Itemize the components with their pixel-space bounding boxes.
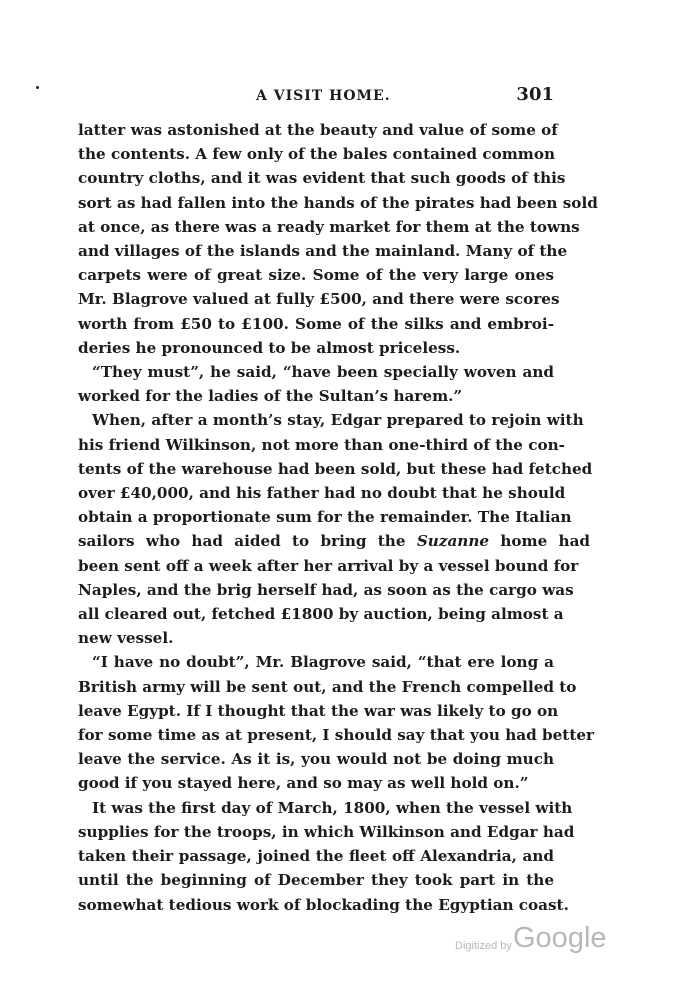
text-line: “They must”, he said, “have been specially woven and	[92, 363, 554, 382]
text-line: country cloths, and it was evident that such goods of this	[78, 169, 566, 188]
text-line: worked for the ladies of the Sultan’s harem.”	[78, 387, 463, 406]
text-line: supplies for the troops, in which Wilkinson and Edgar had	[78, 822, 575, 841]
text-line: carpets were of great size. Some of the very large ones	[78, 266, 554, 285]
google-logo: Google	[513, 922, 607, 954]
text-line: somewhat tedious work of blockading the Egyptian coast.	[78, 895, 569, 914]
text-line: the contents. A few only of the bales contained common	[78, 145, 556, 164]
text-line: deries he pronounced to be almost priceless.	[78, 338, 461, 357]
text-line: new vessel.	[78, 629, 174, 648]
text-line: all cleared out, fetched £1800 by auction, being almost a	[78, 605, 564, 624]
ship-name: Suzanne	[416, 532, 490, 551]
text-line: Naples, and the brig herself had, as soon as the cargo was	[78, 580, 574, 599]
page-header	[78, 84, 554, 112]
text-line: It was the first day of March, 1800, when the vessel with	[92, 798, 573, 817]
text-line: for some time as at present, I should say that you had better	[78, 726, 594, 745]
text-line: taken their passage, joined the fleet off Alexandria, and	[78, 847, 554, 866]
text-line: Mr. Blagrove valued at fully £500, and there were scores	[78, 290, 560, 309]
text-segment: home had	[500, 532, 591, 551]
text-line: “I have no doubt”, Mr. Blagrove said, “that ere long a	[92, 653, 554, 672]
text-line: good if you stayed here, and so may as well hold on.”	[78, 774, 529, 793]
digitized-by-text: Digitized by	[455, 940, 512, 952]
text-line: been sent off a week after her arrival by a vessel bound for	[78, 556, 579, 575]
text-line: until the beginning of December they took part in the	[78, 871, 554, 890]
body-text	[78, 118, 598, 917]
text-line: his friend Wilkinson, not more than one-third of the con-	[78, 435, 565, 454]
text-line: over £40,000, and his father had no doubt that he should	[78, 484, 566, 503]
text-line: tents of the warehouse had been sold, but these had fetched	[78, 459, 593, 478]
text-segment: sailors who had aided to bring the	[78, 532, 406, 551]
page-number: 301	[516, 84, 554, 105]
running-title: A VISIT HOME.	[256, 88, 391, 104]
text-line: sort as had fallen into the hands of the pirates had been sold	[78, 193, 598, 212]
text-line: obtain a proportionate sum for the remainder. The Italian	[78, 508, 572, 527]
text-line	[78, 529, 591, 553]
text-line: leave the service. As it is, you would not be doing much	[78, 750, 554, 769]
text-line: and villages of the islands and the mainland. Many of the	[78, 242, 568, 261]
text-line: British army will be sent out, and the French compelled to	[78, 677, 577, 696]
text-line: worth from £50 to £100. Some of the silks and embroi-	[78, 314, 554, 333]
text-line: latter was astonished at the beauty and value of some of	[78, 121, 558, 139]
ink-speck	[36, 86, 39, 89]
text-line: at once, as there was a ready market for them at the towns	[78, 217, 580, 236]
text-line: leave Egypt. If I thought that the war was likely to go on	[78, 701, 559, 720]
text-line: When, after a month’s stay, Edgar prepared to rejoin with	[92, 411, 584, 430]
